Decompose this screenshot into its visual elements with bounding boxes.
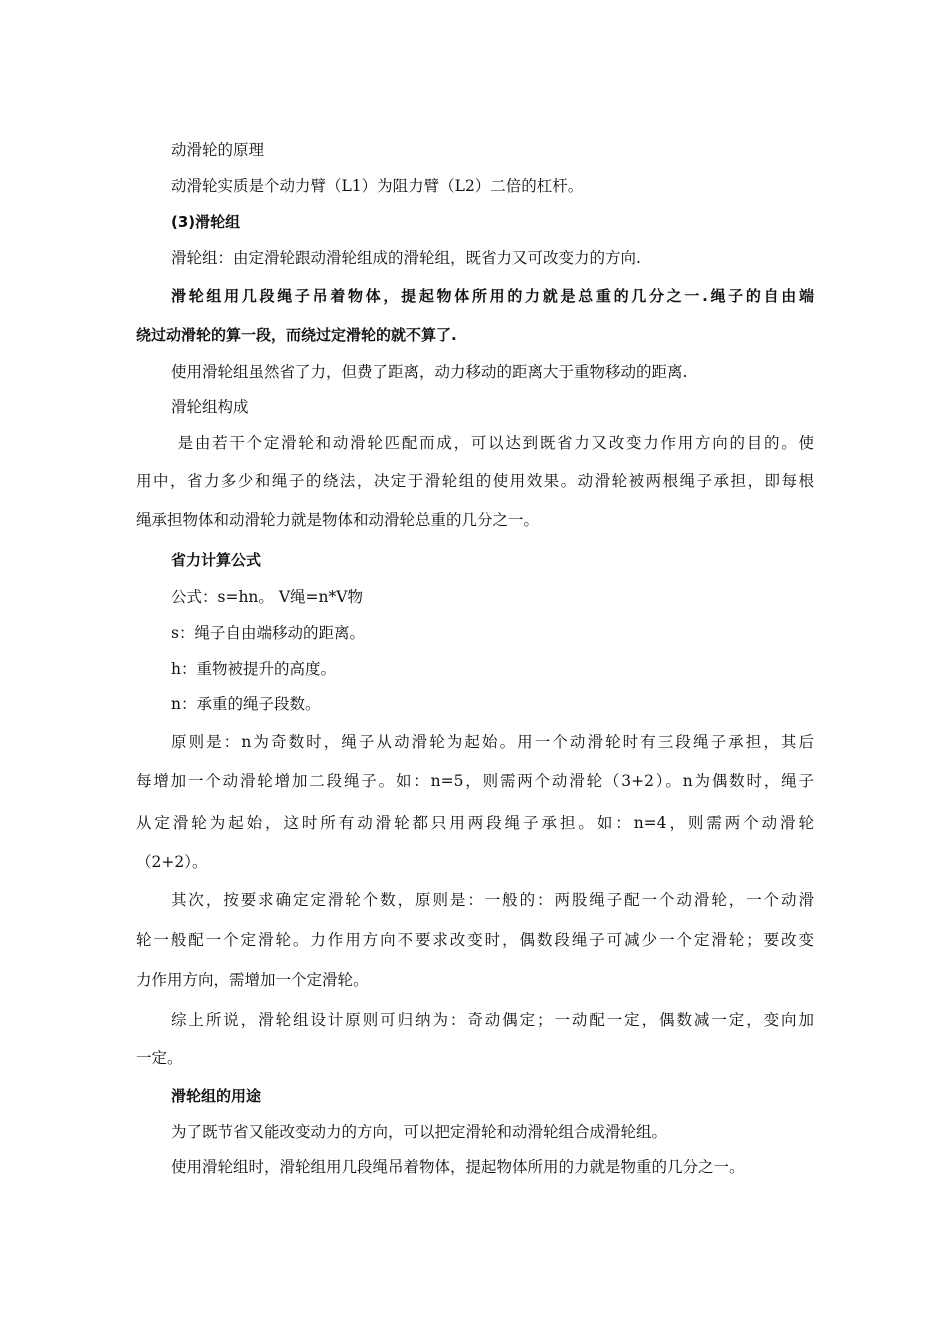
paragraph-text: 其次，按要求确定定滑轮个数，原则是：一般的：两股绳子配一个动滑轮，一个动滑 [171, 891, 814, 909]
paragraph-text: 每增加一个动滑轮增加二段绳子。如：n=5，则需两个动滑轮（3+2）。n为偶数时，绳子 [136, 772, 814, 790]
definition-text: n：承重的绳子段数。 [171, 695, 321, 713]
paragraph-text: 为了既节省又能改变动力的方向，可以把定滑轮和动滑轮组合成滑轮组。 [171, 1123, 668, 1141]
section-heading: (3)滑轮组 [171, 213, 241, 231]
section-heading: 省力计算公式 [171, 551, 262, 569]
emphasis-text: 滑轮组用几段绳子吊着物体，提起物体所用的力就是总重的几分之一.绳子的自由端 [171, 287, 814, 305]
definition-text: s：绳子自由端移动的距离。 [171, 624, 365, 642]
paragraph-text: 使用滑轮组时，滑轮组用几段绳吊着物体，提起物体所用的力就是物重的几分之一。 [171, 1158, 745, 1176]
paragraph-text: 一定。 [136, 1049, 183, 1067]
paragraph-text: 绳承担物体和动滑轮力就是物体和动滑轮总重的几分之一。 [136, 511, 540, 529]
paragraph-text: 综上所说，滑轮组设计原则可归纳为：奇动偶定；一动配一定，偶数减一定，变向加 [171, 1011, 814, 1029]
paragraph-text: 是由若干个定滑轮和动滑轮匹配而成，可以达到既省力又改变力作用方向的目的。使 [171, 434, 814, 452]
paragraph-text: 从定滑轮为起始，这时所有动滑轮都只用两段绳子承担。如：n=4，则需两个动滑轮 [136, 814, 814, 832]
section-heading: 滑轮组的用途 [171, 1087, 262, 1105]
paragraph-heading: 滑轮组构成 [171, 398, 249, 416]
paragraph-text: 力作用方向，需增加一个定滑轮。 [136, 971, 369, 989]
paragraph-text: 轮一般配一个定滑轮。力作用方向不要求改变时，偶数段绳子可减少一个定滑轮；要改变 [136, 931, 814, 949]
emphasis-text: 绕过动滑轮的算一段，而绕过定滑轮的就不算了. [136, 326, 457, 344]
paragraph-text: 动滑轮实质是个动力臂（L1）为阻力臂（L2）二倍的杠杆。 [171, 177, 584, 195]
paragraph-text: 原则是：n为奇数时，绳子从动滑轮为起始。用一个动滑轮时有三段绳子承担，其后 [171, 733, 814, 751]
paragraph-heading: 动滑轮的原理 [171, 141, 265, 159]
paragraph-text: 使用滑轮组虽然省了力，但费了距离，动力移动的距离大于重物移动的距离. [171, 363, 688, 381]
paragraph-text: 用中，省力多少和绳子的绕法，决定于滑轮组的使用效果。动滑轮被两根绳子承担，即每根 [136, 472, 814, 490]
formula-text: 公式：s=hn。 V绳=n*V物 [171, 588, 363, 606]
paragraph-text: 滑轮组：由定滑轮跟动滑轮组成的滑轮组，既省力又可改变力的方向. [171, 249, 641, 267]
definition-text: h：重物被提升的高度。 [171, 660, 336, 678]
paragraph-text: （2+2）。 [136, 853, 208, 871]
